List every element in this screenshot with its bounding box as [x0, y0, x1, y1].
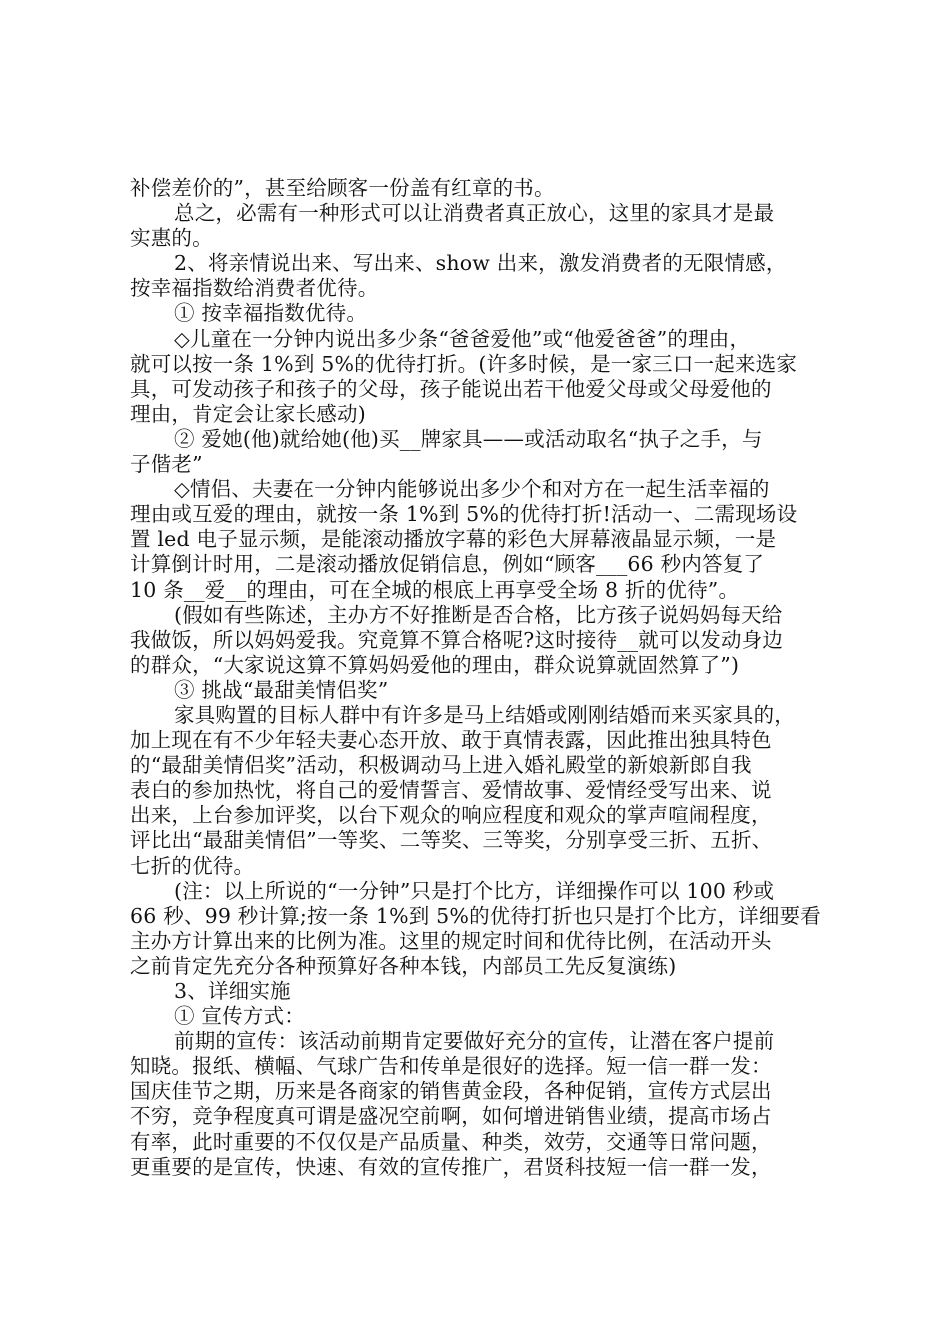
paragraph-line: 的群众，“大家说这算不算妈妈爱他的理由，群众说算就固然算了”)	[130, 652, 740, 677]
paragraph-line: 国庆佳节之期，历来是各商家的销售黄金段，各种促销，宣传方式层出	[130, 1079, 772, 1104]
paragraph-line: 按幸福指数给消费者优待。	[130, 276, 379, 301]
paragraph-line: 理由或互爱的理由，就按一条 1%到 5%的优待打折!活动一、二需现场设	[130, 502, 798, 527]
paragraph-line: 置 led 电子显示频，是能滚动播放字幕的彩色大屏幕液晶显示频，一是	[130, 527, 777, 552]
paragraph-line: 之前肯定先充分各种预算好各种本钱，内部员工先反复演练)	[130, 953, 677, 978]
paragraph-first-line: ③ 挑战“最甜美情侣奖”	[174, 677, 389, 702]
paragraph-line: 补偿差价的”，甚至给顾客一份盖有红章的书。	[130, 176, 555, 200]
paragraph-line: 我做饭，所以妈妈爱我。究竟算不算合格呢?这时接待__就可以发动身边	[130, 627, 784, 652]
paragraph-line: 就可以按一条 1%到 5%的优待打折。(许多时候，是一家三口一起来选家	[130, 351, 798, 376]
paragraph-line: 具，可发动孩子和孩子的父母，孩子能说出若干他爱父母或父母爱他的	[130, 376, 772, 401]
paragraph-first-line: 3、详细实施	[174, 979, 291, 1003]
paragraph-first-line: ① 按幸福指数优待。	[174, 301, 368, 326]
paragraph-line: 表白的参加热忱，将自己的爱情誓言、爱情故事、爱情经受写出来、说	[130, 778, 772, 803]
paragraph-first-line: 前期的宣传：该活动前期肯定要做好充分的宣传，让潜在客户提前	[174, 1029, 775, 1054]
paragraph-first-line: (注：以上所说的“一分钟”只是打个比方，详细操作可以 100 秒或	[174, 878, 775, 903]
paragraph-line: 10 条__爱__的理由，可在全城的根底上再享受全场 8 折的优待”。	[130, 577, 740, 602]
document-page	[130, 176, 830, 1180]
paragraph-line: 加上现在有不少年轻夫妻心态开放、敢于真情表露，因此推出独具特色	[130, 728, 772, 753]
paragraph-line: 计算倒计时用，二是滚动播放促销信息，例如“顾客___66 秒内答复了	[130, 552, 765, 577]
paragraph-line: 子偕老”	[130, 452, 203, 477]
paragraph-first-line: (假如有些陈述，主办方不好推断是否合格，比方孩子说妈妈每天给	[174, 602, 783, 627]
paragraph-line: 出来，上台参加评奖，以台下观众的响应程度和观众的掌声喧闹程度，	[130, 803, 772, 828]
paragraph-line: 知晓。报纸、横幅、气球广告和传单是很好的选择。短一信一群一发：	[130, 1054, 772, 1079]
paragraph-line: 主办方计算出来的比例为准。这里的规定时间和优待比例，在活动开头	[130, 928, 772, 953]
paragraph-line: 66 秒、99 秒计算;按一条 1%到 5%的优待打折也只是打个比方，详细要看	[130, 903, 821, 928]
paragraph-first-line: 总之，必需有一种形式可以让消费者真正放心，这里的家具才是最	[174, 201, 775, 226]
paragraph-line: 评比出“最甜美情侣”一等奖、二等奖、三等奖，分别享受三折、五折、	[130, 828, 773, 853]
paragraph-line: 有率，此时重要的不仅仅是产品质量、种类，效劳，交通等日常问题，	[130, 1129, 772, 1154]
paragraph-line: 更重要的是宣传，快速、有效的宣传推广，君贤科技短一信一群一发，	[130, 1154, 772, 1179]
paragraph-first-line: ② 爱她(他)就给她(他)买__牌家具——或活动取名“执子之手，与	[174, 426, 763, 451]
paragraph-line: 七折的优待。	[130, 853, 255, 878]
paragraph-first-line: ① 宣传方式：	[174, 1004, 305, 1029]
paragraph-line: 理由，肯定会让家长感动)	[130, 401, 366, 426]
paragraph-first-line: 2、将亲情说出来、写出来、show 出来，激发消费者的无限情感，	[174, 251, 787, 276]
paragraph-first-line: ◇情侣、夫妻在一分钟内能够说出多少个和对方在一起生活幸福的	[174, 477, 770, 502]
paragraph-first-line: 家具购置的目标人群中有许多是马上结婚或刚刚结婚而来买家具的，	[174, 702, 795, 727]
paragraph-first-line: ◇儿童在一分钟内说出多少条“爸爸爱他”或“他爱爸爸”的理由，	[174, 326, 751, 351]
paragraph-line: 不穷，竞争程度真可谓是盛况空前啊，如何增进销售业绩，提高市场占	[130, 1104, 772, 1129]
paragraph-line: 实惠的。	[130, 226, 213, 251]
paragraph-line: 的“最甜美情侣奖”活动，积极调动马上进入婚礼殿堂的新娘新郎自我	[130, 753, 752, 778]
